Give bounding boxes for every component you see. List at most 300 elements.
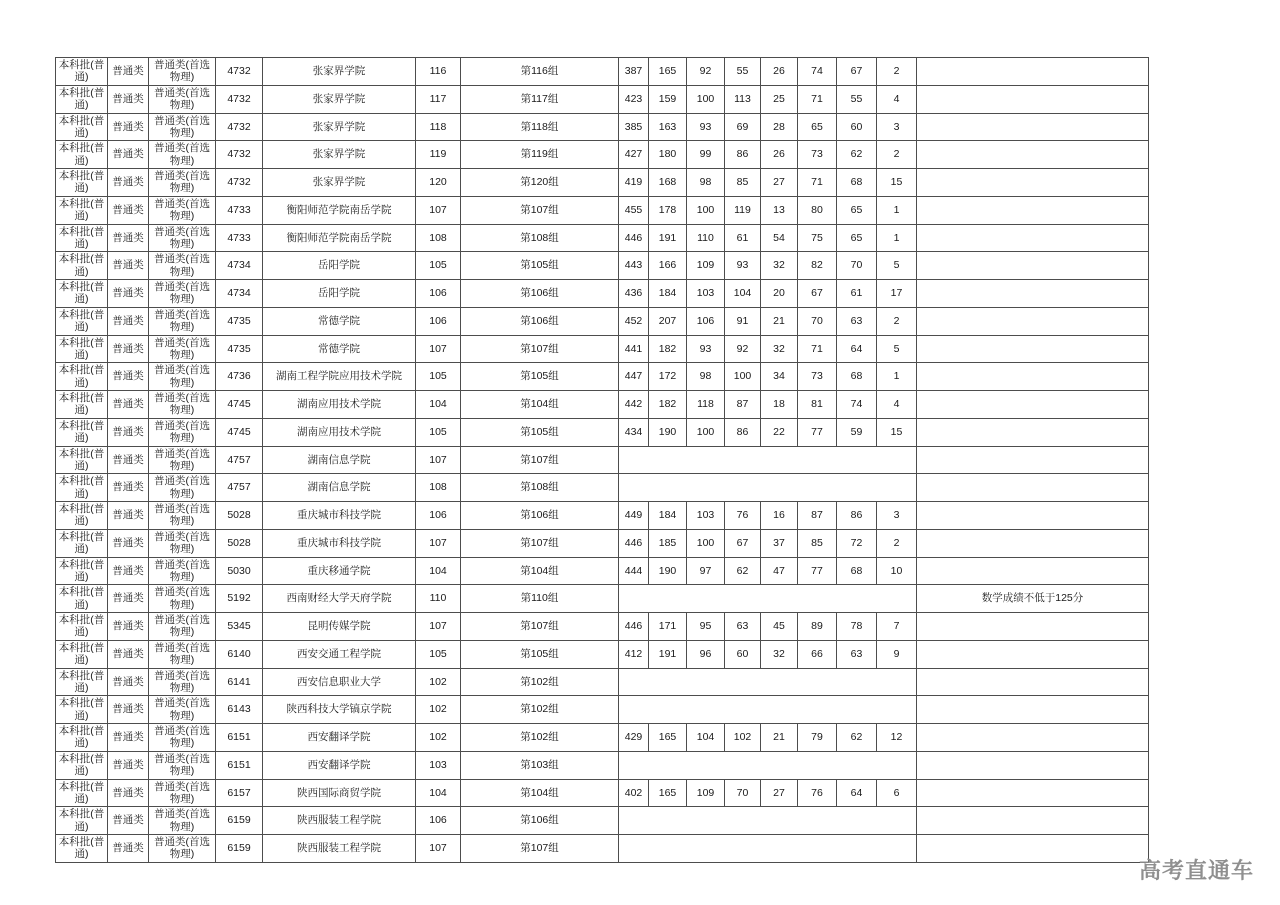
cell-school-name: 张家界学院: [263, 58, 416, 86]
cell-score-1: 444: [619, 557, 649, 585]
cell-school-code: 4732: [216, 169, 263, 197]
cell-remark: [917, 640, 1149, 668]
cell-subject-group: 普通类(首选物理): [149, 224, 216, 252]
cell-category: 普通类: [108, 391, 149, 419]
cell-school-name: 湖南工程学院应用技术学院: [263, 363, 416, 391]
cell-score-8: 17: [877, 280, 917, 308]
cell-batch: 本科批(普通): [56, 779, 108, 807]
cell-school-name: 陕西科技大学镐京学院: [263, 696, 416, 724]
cell-score-1: 446: [619, 529, 649, 557]
cell-subject-group: 普通类(首选物理): [149, 169, 216, 197]
cell-remark: [917, 807, 1149, 835]
cell-batch: 本科批(普通): [56, 58, 108, 86]
cell-score-8: 15: [877, 418, 917, 446]
table-row: [56, 85, 1149, 113]
cell-school-code: 5192: [216, 585, 263, 613]
cell-score-5: 32: [761, 252, 798, 280]
cell-score-1: 429: [619, 724, 649, 752]
cell-score-2: 172: [649, 363, 687, 391]
cell-group-name: 第107组: [461, 446, 619, 474]
cell-score-8: 9: [877, 640, 917, 668]
cell-score-8: 7: [877, 613, 917, 641]
cell-score-8: 10: [877, 557, 917, 585]
cell-school-name: 昆明传媒学院: [263, 613, 416, 641]
table-row: [56, 613, 1149, 641]
cell-score-3: 98: [687, 169, 725, 197]
cell-category: 普通类: [108, 668, 149, 696]
cell-group-name: 第105组: [461, 363, 619, 391]
cell-batch: 本科批(普通): [56, 557, 108, 585]
cell-score-5: 21: [761, 724, 798, 752]
cell-score-6: 71: [798, 169, 837, 197]
score-table-body: [56, 58, 1149, 863]
cell-remark: [917, 724, 1149, 752]
cell-score-1: 446: [619, 224, 649, 252]
cell-score-2: 165: [649, 58, 687, 86]
cell-score-5: 26: [761, 141, 798, 169]
cell-score-5: 13: [761, 196, 798, 224]
cell-score-6: 73: [798, 363, 837, 391]
cell-score-3: 103: [687, 502, 725, 530]
table-row: [56, 141, 1149, 169]
table-row: [56, 169, 1149, 197]
cell-group-name: 第119组: [461, 141, 619, 169]
cell-remark: [917, 280, 1149, 308]
cell-subject-group: 普通类(首选物理): [149, 529, 216, 557]
cell-batch: 本科批(普通): [56, 585, 108, 613]
cell-subject-group: 普通类(首选物理): [149, 446, 216, 474]
cell-batch: 本科批(普通): [56, 446, 108, 474]
table-row: [56, 418, 1149, 446]
cell-group-name: 第105组: [461, 252, 619, 280]
cell-batch: 本科批(普通): [56, 307, 108, 335]
cell-score-5: 45: [761, 613, 798, 641]
cell-remark: [917, 307, 1149, 335]
cell-category: 普通类: [108, 557, 149, 585]
cell-school-code: 5028: [216, 529, 263, 557]
cell-score-5: 25: [761, 85, 798, 113]
cell-score-6: 71: [798, 85, 837, 113]
cell-school-name: 西安翻译学院: [263, 724, 416, 752]
cell-subject-group: 普通类(首选物理): [149, 307, 216, 335]
cell-subject-group: 普通类(首选物理): [149, 751, 216, 779]
cell-score-4: 85: [725, 169, 761, 197]
cell-score-7: 64: [837, 779, 877, 807]
cell-score-1: 419: [619, 169, 649, 197]
cell-group-name: 第106组: [461, 502, 619, 530]
cell-remark: [917, 835, 1149, 863]
cell-score-5: 18: [761, 391, 798, 419]
cell-score-4: 102: [725, 724, 761, 752]
cell-category: 普通类: [108, 613, 149, 641]
cell-score-3: 98: [687, 363, 725, 391]
cell-score-4: 67: [725, 529, 761, 557]
cell-remark: [917, 58, 1149, 86]
cell-group-no: 105: [416, 640, 461, 668]
cell-group-name: 第102组: [461, 696, 619, 724]
cell-score-6: 85: [798, 529, 837, 557]
cell-subject-group: 普通类(首选物理): [149, 724, 216, 752]
cell-score-3: 100: [687, 85, 725, 113]
table-row: [56, 557, 1149, 585]
cell-score-3: 95: [687, 613, 725, 641]
cell-school-code: 6157: [216, 779, 263, 807]
table-row: [56, 724, 1149, 752]
cell-score-4: 92: [725, 335, 761, 363]
cell-category: 普通类: [108, 335, 149, 363]
cell-score-2: 191: [649, 640, 687, 668]
cell-school-code: 4732: [216, 58, 263, 86]
cell-subject-group: 普通类(首选物理): [149, 85, 216, 113]
cell-category: 普通类: [108, 196, 149, 224]
table-row: [56, 779, 1149, 807]
cell-score-7: 62: [837, 141, 877, 169]
cell-score-3: 93: [687, 335, 725, 363]
table-row: [56, 196, 1149, 224]
cell-group-no: 104: [416, 391, 461, 419]
cell-score-3: 103: [687, 280, 725, 308]
cell-category: 普通类: [108, 363, 149, 391]
cell-score-1: 452: [619, 307, 649, 335]
cell-batch: 本科批(普通): [56, 613, 108, 641]
cell-subject-group: 普通类(首选物理): [149, 474, 216, 502]
table-row: [56, 113, 1149, 141]
cell-school-code: 5030: [216, 557, 263, 585]
cell-school-name: 重庆城市科技学院: [263, 502, 416, 530]
cell-score-7: 68: [837, 169, 877, 197]
cell-remark: [917, 446, 1149, 474]
cell-score-8: 2: [877, 141, 917, 169]
cell-score-2: 207: [649, 307, 687, 335]
cell-school-code: 4757: [216, 446, 263, 474]
cell-score-2: 165: [649, 779, 687, 807]
cell-school-name: 西安交通工程学院: [263, 640, 416, 668]
admission-score-table: [55, 57, 1149, 863]
cell-remark: [917, 613, 1149, 641]
cell-school-name: 陕西服装工程学院: [263, 835, 416, 863]
cell-remark: [917, 779, 1149, 807]
cell-score-8: 1: [877, 196, 917, 224]
cell-score-1: 447: [619, 363, 649, 391]
cell-batch: 本科批(普通): [56, 502, 108, 530]
table-row: [56, 585, 1149, 613]
cell-remark: [917, 252, 1149, 280]
table-row: [56, 363, 1149, 391]
cell-score-2: 191: [649, 224, 687, 252]
cell-score-7: 55: [837, 85, 877, 113]
cell-score-2: 180: [649, 141, 687, 169]
cell-score-5: 26: [761, 58, 798, 86]
cell-group-no: 107: [416, 835, 461, 863]
cell-score-5: 32: [761, 640, 798, 668]
cell-score-1: 442: [619, 391, 649, 419]
cell-score-4: 55: [725, 58, 761, 86]
cell-score-4: 86: [725, 141, 761, 169]
cell-school-code: 4734: [216, 280, 263, 308]
cell-score-2: 171: [649, 613, 687, 641]
cell-score-7: 65: [837, 196, 877, 224]
cell-remark: [917, 141, 1149, 169]
cell-subject-group: 普通类(首选物理): [149, 280, 216, 308]
cell-subject-group: 普通类(首选物理): [149, 141, 216, 169]
cell-score-2: 190: [649, 557, 687, 585]
cell-score-7: 65: [837, 224, 877, 252]
cell-score-8: 5: [877, 335, 917, 363]
cell-scores-empty: [619, 474, 917, 502]
cell-score-3: 104: [687, 724, 725, 752]
cell-school-code: 4735: [216, 307, 263, 335]
cell-score-3: 109: [687, 252, 725, 280]
cell-score-4: 76: [725, 502, 761, 530]
cell-score-5: 34: [761, 363, 798, 391]
cell-group-name: 第107组: [461, 613, 619, 641]
cell-group-no: 120: [416, 169, 461, 197]
cell-group-no: 106: [416, 502, 461, 530]
cell-group-name: 第107组: [461, 196, 619, 224]
cell-score-2: 166: [649, 252, 687, 280]
cell-score-3: 106: [687, 307, 725, 335]
cell-group-name: 第107组: [461, 835, 619, 863]
cell-score-7: 70: [837, 252, 877, 280]
cell-category: 普通类: [108, 502, 149, 530]
cell-scores-empty: [619, 585, 917, 613]
cell-batch: 本科批(普通): [56, 640, 108, 668]
cell-score-3: 93: [687, 113, 725, 141]
cell-school-code: 5345: [216, 613, 263, 641]
cell-score-6: 82: [798, 252, 837, 280]
cell-subject-group: 普通类(首选物理): [149, 58, 216, 86]
cell-score-8: 12: [877, 724, 917, 752]
cell-score-4: 69: [725, 113, 761, 141]
cell-category: 普通类: [108, 280, 149, 308]
cell-score-8: 3: [877, 113, 917, 141]
cell-score-8: 1: [877, 224, 917, 252]
cell-score-3: 100: [687, 529, 725, 557]
cell-remark: [917, 696, 1149, 724]
cell-school-code: 6159: [216, 807, 263, 835]
cell-school-name: 张家界学院: [263, 85, 416, 113]
cell-batch: 本科批(普通): [56, 196, 108, 224]
cell-batch: 本科批(普通): [56, 696, 108, 724]
cell-score-6: 71: [798, 335, 837, 363]
cell-school-name: 重庆城市科技学院: [263, 529, 416, 557]
cell-group-no: 107: [416, 335, 461, 363]
cell-group-no: 102: [416, 724, 461, 752]
cell-score-6: 80: [798, 196, 837, 224]
cell-remark: [917, 391, 1149, 419]
cell-group-no: 119: [416, 141, 461, 169]
cell-group-no: 105: [416, 252, 461, 280]
cell-score-6: 65: [798, 113, 837, 141]
cell-group-name: 第106组: [461, 307, 619, 335]
cell-score-4: 119: [725, 196, 761, 224]
cell-school-name: 湖南信息学院: [263, 474, 416, 502]
cell-batch: 本科批(普通): [56, 85, 108, 113]
cell-group-no: 116: [416, 58, 461, 86]
cell-score-4: 87: [725, 391, 761, 419]
cell-group-no: 104: [416, 779, 461, 807]
cell-score-2: 159: [649, 85, 687, 113]
cell-category: 普通类: [108, 640, 149, 668]
cell-batch: 本科批(普通): [56, 113, 108, 141]
cell-score-7: 78: [837, 613, 877, 641]
table-row: [56, 391, 1149, 419]
cell-scores-empty: [619, 668, 917, 696]
cell-school-name: 湖南应用技术学院: [263, 391, 416, 419]
cell-score-7: 72: [837, 529, 877, 557]
cell-remark: [917, 335, 1149, 363]
cell-category: 普通类: [108, 85, 149, 113]
cell-score-1: 443: [619, 252, 649, 280]
cell-subject-group: 普通类(首选物理): [149, 391, 216, 419]
cell-score-1: 387: [619, 58, 649, 86]
table-row: [56, 807, 1149, 835]
cell-score-7: 59: [837, 418, 877, 446]
cell-score-5: 27: [761, 779, 798, 807]
cell-score-6: 73: [798, 141, 837, 169]
cell-group-name: 第107组: [461, 335, 619, 363]
cell-remark: [917, 668, 1149, 696]
cell-school-code: 6159: [216, 835, 263, 863]
cell-school-name: 西南财经大学天府学院: [263, 585, 416, 613]
cell-category: 普通类: [108, 224, 149, 252]
cell-score-2: 185: [649, 529, 687, 557]
cell-group-name: 第116组: [461, 58, 619, 86]
cell-remark: [917, 529, 1149, 557]
table-row: [56, 751, 1149, 779]
cell-category: 普通类: [108, 141, 149, 169]
cell-subject-group: 普通类(首选物理): [149, 557, 216, 585]
cell-group-name: 第103组: [461, 751, 619, 779]
cell-subject-group: 普通类(首选物理): [149, 196, 216, 224]
cell-score-6: 70: [798, 307, 837, 335]
cell-score-5: 16: [761, 502, 798, 530]
cell-category: 普通类: [108, 807, 149, 835]
cell-score-1: 423: [619, 85, 649, 113]
cell-group-no: 102: [416, 668, 461, 696]
cell-group-no: 107: [416, 529, 461, 557]
cell-school-name: 张家界学院: [263, 169, 416, 197]
cell-category: 普通类: [108, 585, 149, 613]
cell-remark: [917, 502, 1149, 530]
cell-school-code: 4732: [216, 113, 263, 141]
cell-batch: 本科批(普通): [56, 363, 108, 391]
cell-score-8: 2: [877, 529, 917, 557]
cell-school-code: 4745: [216, 391, 263, 419]
cell-score-3: 96: [687, 640, 725, 668]
cell-remark: [917, 418, 1149, 446]
table-row: [56, 502, 1149, 530]
cell-school-code: 5028: [216, 502, 263, 530]
cell-score-5: 28: [761, 113, 798, 141]
cell-subject-group: 普通类(首选物理): [149, 418, 216, 446]
cell-school-code: 4733: [216, 196, 263, 224]
cell-school-name: 常德学院: [263, 307, 416, 335]
cell-score-7: 67: [837, 58, 877, 86]
table-row: [56, 668, 1149, 696]
cell-subject-group: 普通类(首选物理): [149, 807, 216, 835]
cell-batch: 本科批(普通): [56, 252, 108, 280]
cell-school-code: 4732: [216, 85, 263, 113]
cell-group-name: 第108组: [461, 474, 619, 502]
cell-school-name: 湖南信息学院: [263, 446, 416, 474]
cell-category: 普通类: [108, 835, 149, 863]
cell-category: 普通类: [108, 58, 149, 86]
cell-subject-group: 普通类(首选物理): [149, 668, 216, 696]
cell-remark: [917, 751, 1149, 779]
cell-batch: 本科批(普通): [56, 529, 108, 557]
cell-score-1: 385: [619, 113, 649, 141]
cell-score-4: 60: [725, 640, 761, 668]
table-row: [56, 696, 1149, 724]
cell-score-3: 110: [687, 224, 725, 252]
cell-score-5: 20: [761, 280, 798, 308]
cell-score-7: 68: [837, 363, 877, 391]
cell-remark: [917, 474, 1149, 502]
cell-score-1: 436: [619, 280, 649, 308]
cell-school-code: 4745: [216, 418, 263, 446]
cell-score-6: 77: [798, 418, 837, 446]
cell-score-4: 61: [725, 224, 761, 252]
cell-score-8: 4: [877, 391, 917, 419]
cell-score-7: 60: [837, 113, 877, 141]
cell-category: 普通类: [108, 169, 149, 197]
cell-score-7: 68: [837, 557, 877, 585]
cell-group-name: 第104组: [461, 779, 619, 807]
cell-remark: [917, 85, 1149, 113]
cell-group-no: 106: [416, 307, 461, 335]
cell-category: 普通类: [108, 724, 149, 752]
table-row: [56, 474, 1149, 502]
cell-score-5: 54: [761, 224, 798, 252]
cell-category: 普通类: [108, 252, 149, 280]
cell-group-no: 106: [416, 807, 461, 835]
cell-school-code: 6151: [216, 724, 263, 752]
cell-category: 普通类: [108, 779, 149, 807]
cell-remark: [917, 196, 1149, 224]
cell-group-name: 第107组: [461, 529, 619, 557]
cell-score-1: 427: [619, 141, 649, 169]
cell-group-name: 第104组: [461, 391, 619, 419]
cell-group-name: 第108组: [461, 224, 619, 252]
cell-school-name: 湖南应用技术学院: [263, 418, 416, 446]
table-row: [56, 446, 1149, 474]
cell-scores-empty: [619, 446, 917, 474]
cell-score-6: 81: [798, 391, 837, 419]
cell-school-code: 6141: [216, 668, 263, 696]
cell-score-1: 449: [619, 502, 649, 530]
cell-score-4: 100: [725, 363, 761, 391]
cell-remark: 数学成绩不低于125分: [917, 585, 1149, 613]
cell-group-no: 108: [416, 224, 461, 252]
table-row: [56, 529, 1149, 557]
cell-score-5: 21: [761, 307, 798, 335]
cell-group-no: 102: [416, 696, 461, 724]
cell-group-no: 105: [416, 418, 461, 446]
cell-group-name: 第110组: [461, 585, 619, 613]
cell-score-2: 184: [649, 502, 687, 530]
cell-school-code: 6143: [216, 696, 263, 724]
cell-score-3: 118: [687, 391, 725, 419]
cell-school-code: 4736: [216, 363, 263, 391]
cell-score-5: 37: [761, 529, 798, 557]
cell-school-code: 6140: [216, 640, 263, 668]
cell-subject-group: 普通类(首选物理): [149, 252, 216, 280]
cell-group-no: 104: [416, 557, 461, 585]
cell-subject-group: 普通类(首选物理): [149, 113, 216, 141]
cell-school-name: 西安信息职业大学: [263, 668, 416, 696]
cell-score-3: 100: [687, 196, 725, 224]
